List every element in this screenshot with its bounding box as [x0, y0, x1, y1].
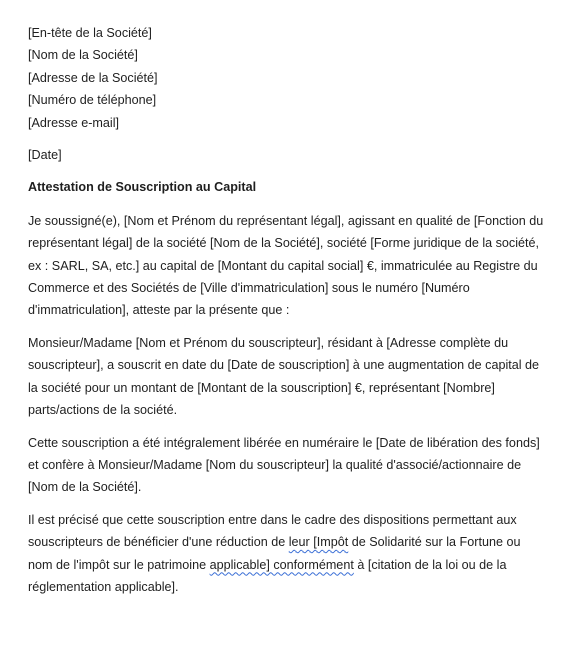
company-phone: [Numéro de téléphone]	[28, 93, 157, 108]
document-title: Attestation de Souscription au Capital	[28, 180, 257, 195]
document-body	[28, 22, 548, 598]
paragraph-tax-reduction	[28, 509, 548, 599]
paragraph-representative: Je soussigné(e), [Nom et Prénom du représentant légal], agissant en qualité de [Fonction du représentant légal] de la société [Nom de la Société], société [Forme juridique de la société, ex : SARL, SA, etc.] au capital de [Montant du capital social] €, immatriculée au Registre du Commerce et des Sociétés de [Ville d'immatriculation] sous le numéro [Numéro d'immatriculation], atteste par la présente que :	[28, 213, 544, 318]
company-name: [Nom de la Société]	[28, 48, 138, 63]
document-date: [Date]	[28, 148, 62, 163]
paragraph-payment: Cette souscription a été intégralement libérée en numéraire le [Date de libération des fonds] et confère à Monsieur/Madame [Nom du souscripteur] la qualité d'associé/actionnaire de [Nom de la Société].	[28, 435, 540, 495]
spellcheck-underline[interactable]: applicable] conformément	[209, 557, 354, 572]
tax-text-part: de Solidarité sur la Fortune ou nom de l'impôt sur le patrimoine	[28, 535, 521, 572]
paragraph-subscriber: Monsieur/Madame [Nom et Prénom du souscripteur], résidant à [Adresse complète du souscripteur], a souscrit en date du [Date de souscription] à une augmentation de capital de la société pour un montant de [Montant de la souscription] €, représentant [Nombre] parts/actions de la société.	[28, 335, 540, 418]
spellcheck-underline[interactable]: leur [Impôt	[288, 535, 349, 550]
company-letterhead: [En-tête de la Société]	[28, 26, 152, 40]
company-email: [Adresse e-mail]	[28, 115, 119, 130]
tax-text-part: à [citation de la loi ou de la réglementation applicable].	[28, 557, 507, 594]
company-address: [Adresse de la Société]	[28, 70, 158, 85]
company-header	[28, 22, 548, 134]
tax-text-part: Il est précisé que cette souscription entre dans le cadre des dispositions permettant aux souscripteurs de bénéficier d'une réduction de	[28, 512, 517, 550]
